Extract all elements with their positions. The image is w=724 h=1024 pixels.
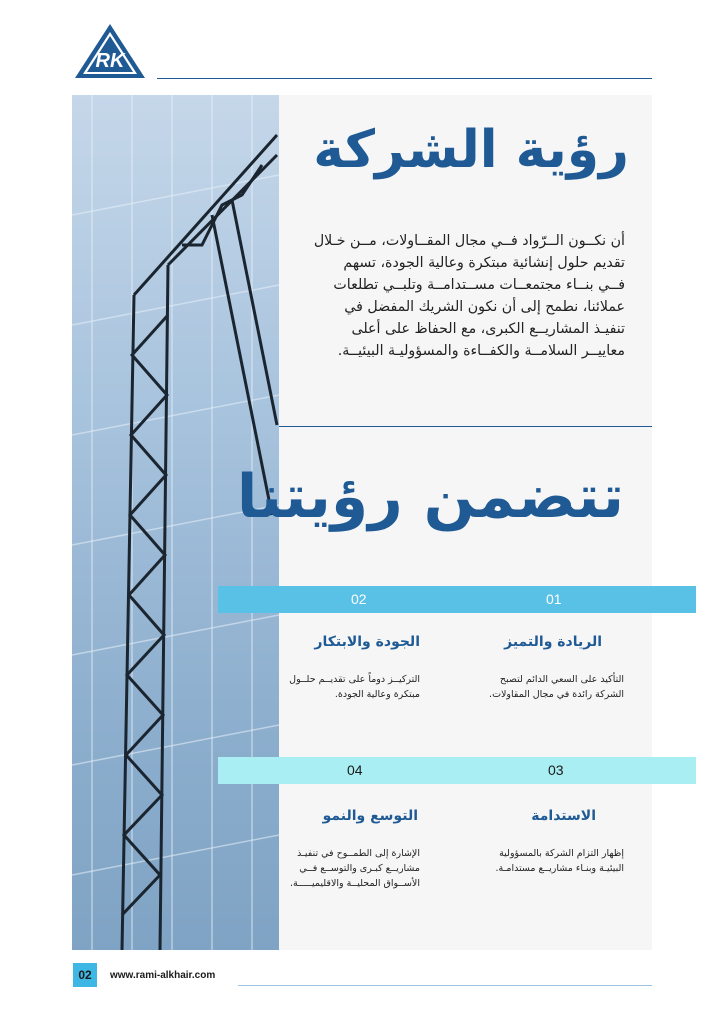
vision-line: فــي بنــاء مجتمعــات مســتدامــة وتلبــي تطلعات <box>333 277 625 293</box>
item-desc-line: التأكيد على السعي الدائم لتصبح <box>499 674 624 685</box>
item-number-02: 02 <box>351 591 367 607</box>
item-desc-line: الإشارة إلى الطمــوح في تنفيـذ <box>297 848 420 859</box>
website-link[interactable]: www.rami-alkhair.com <box>110 970 216 981</box>
item-desc-line: مبتكرة وعالية الجودة. <box>334 689 420 700</box>
item-number-04: 04 <box>347 762 363 778</box>
item-desc-line: التركيــز دوماً على تقديــم حلــول <box>289 674 420 685</box>
item-desc-line: الشركة رائدة في مجال المقاولات. <box>489 689 624 700</box>
vision-line: أن نكــون الــرّواد فــي مجال المقــاولات، مــن خـلال <box>313 233 625 249</box>
section-title: تتضمن رؤيتنا <box>236 462 624 532</box>
item-title-04: التوسع والنمو <box>322 808 418 824</box>
item-desc-line: الأســواق المحليــة والاقليميـــــة. <box>290 878 420 889</box>
number-band-top <box>218 586 696 613</box>
section-divider <box>279 426 652 427</box>
item-title-02: الجودة والابتكار <box>314 634 420 650</box>
logo-text: RK <box>95 50 125 72</box>
footer-divider <box>238 985 652 986</box>
vision-line: تقديم حلول إنشائية مبتكرة وعالية الجودة، تسهم <box>343 255 625 271</box>
number-band-bottom <box>218 757 696 784</box>
item-desc-04 <box>270 846 420 891</box>
header-divider <box>157 78 652 79</box>
item-desc-line: مشاريــع كبـرى والتوســع فــي <box>299 863 420 874</box>
vision-line: تنفيـذ المشاريــع الكبرى، مع الحفاظ على أعلى <box>351 321 625 337</box>
page-number: 02 <box>73 963 97 987</box>
item-number-01: 01 <box>546 591 562 607</box>
vision-paragraph <box>300 230 625 362</box>
item-desc-03 <box>474 846 624 876</box>
item-desc-line: إظهار التزام الشركة بالمسؤولية <box>499 848 624 859</box>
item-desc-line: البيئيـة وبنـاء مشاريــع مستدامـة. <box>495 863 624 874</box>
page-title: رؤية الشركة <box>313 120 629 180</box>
vision-line: عملائنا، نطمح إلى أن نكون الشريك المفضل في <box>344 299 625 315</box>
vision-line: معاييــر السلامــة والكفــاءة والمسؤوليـة البيئيــة. <box>337 343 625 359</box>
item-title-03: الاستدامة <box>531 808 596 824</box>
item-number-03: 03 <box>548 762 564 778</box>
item-title-01: الريادة والتميز <box>504 634 602 650</box>
item-desc-02 <box>270 672 420 702</box>
company-logo <box>73 22 147 80</box>
item-desc-01 <box>474 672 624 702</box>
